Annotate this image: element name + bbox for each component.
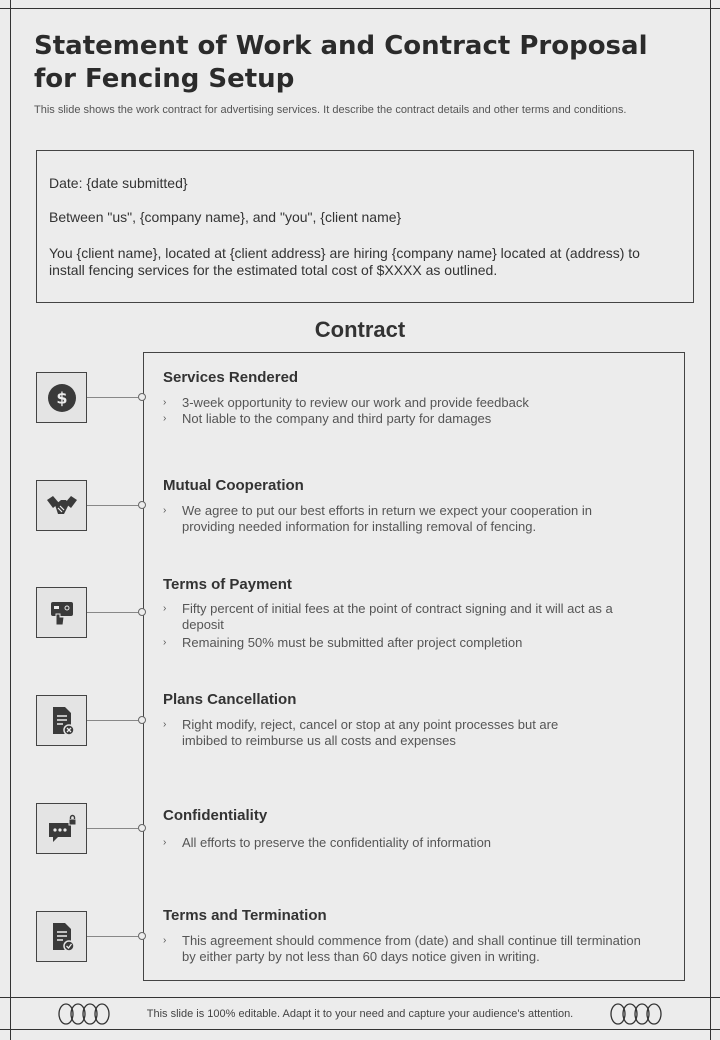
section-bullet [163,601,643,633]
contract-info-box [36,150,694,303]
connector-dot [138,932,146,940]
page-subtitle: This slide shows the work contract for advertising services. It describe the contract details and other terms and conditions. [34,104,627,116]
footer-note: This slide is 100% editable. Adapt it to your need and capture your audience's attention. [146,1008,574,1020]
bullet-text: We agree to put our best efforts in return we expect your cooperation in providing needed information for installing removal of fencing. [182,503,592,534]
connector-line [87,720,138,721]
handshake-icon [45,491,79,521]
frame-line-footer-bottom [0,1029,720,1030]
section-title: Terms of Payment [163,576,292,593]
icon-box-cooperation [36,480,87,531]
section-bullet [163,635,643,651]
connector-line [87,828,138,829]
bullet-text: Right modify, reject, cancel or stop at any point processes but are imbibed to reimburse us all costs and expenses [182,717,559,748]
bullet-mark: › [163,719,167,730]
rings-decoration-right [610,1002,664,1026]
section-title: Confidentiality [163,807,268,824]
bullet-text: Fifty percent of initial fees at the point of contract signing and it will act as a deposit [182,601,613,632]
connector-dot [138,393,146,401]
hiring-line: You {client name}, located at {client address} are hiring {company name} located at (address) to install fencing services for the estimated total cost of $XXXX as outlined. [49,245,640,278]
bullet-text: Not liable to the company and third party for damages [182,411,492,426]
bullet-mark: › [163,837,167,848]
frame-line-top [0,8,720,9]
date-line: Date: {date submitted} [49,175,188,191]
section-bullet [163,411,583,427]
frame-line-left [10,0,11,1040]
bullet-text: 3-week opportunity to review our work and provide feedback [182,395,529,410]
section-bullet [163,933,653,965]
section-title: Plans Cancellation [163,691,297,708]
section-bullet [163,835,583,851]
icon-box-payment [36,587,87,638]
icon-box-services [36,372,87,423]
bullet-mark: › [163,397,167,408]
connector-line [87,505,138,506]
icon-box-termination [36,911,87,962]
page-title: Statement of Work and Contract Proposal for Fencing Setup [34,31,648,94]
parties-line: Between "us", {company name}, and "you", {client name} [49,209,402,225]
connector-line [87,936,138,937]
section-title: Terms and Termination [163,907,327,924]
bullet-mark: › [163,935,167,946]
contract-box [143,352,685,981]
card-payment-icon [48,597,76,629]
document-cancel-icon [48,705,76,737]
dollar-icon [46,382,78,414]
frame-line-footer-top [0,997,720,998]
connector-dot [138,824,146,832]
bullet-text: This agreement should commence from (date) and shall continue till termination by either party by not less than 60 days notice given in writing. [182,933,641,964]
section-title: Services Rendered [163,369,299,386]
icon-box-cancellation [36,695,87,746]
connector-dot [138,716,146,724]
section-bullet [163,503,633,535]
connector-dot [138,608,146,616]
bullet-mark: › [163,603,167,614]
document-check-icon [48,921,76,953]
bullet-text: Remaining 50% must be submitted after project completion [182,635,523,650]
section-bullet [163,717,583,749]
svg-text:$: $ [55,388,68,407]
connector-line [87,397,138,398]
bullet-mark: › [163,505,167,516]
chat-lock-icon [46,814,78,844]
icon-box-confidentiality [36,803,87,854]
section-title: Mutual Cooperation [163,477,304,494]
connector-line [87,612,138,613]
contract-heading: Contract [314,317,406,342]
section-bullet [163,395,583,411]
connector-dot [138,501,146,509]
frame-line-right [710,0,711,1040]
bullet-mark: › [163,637,167,648]
bullet-mark: › [163,413,167,424]
bullet-text: All efforts to preserve the confidentiality of information [182,835,492,850]
